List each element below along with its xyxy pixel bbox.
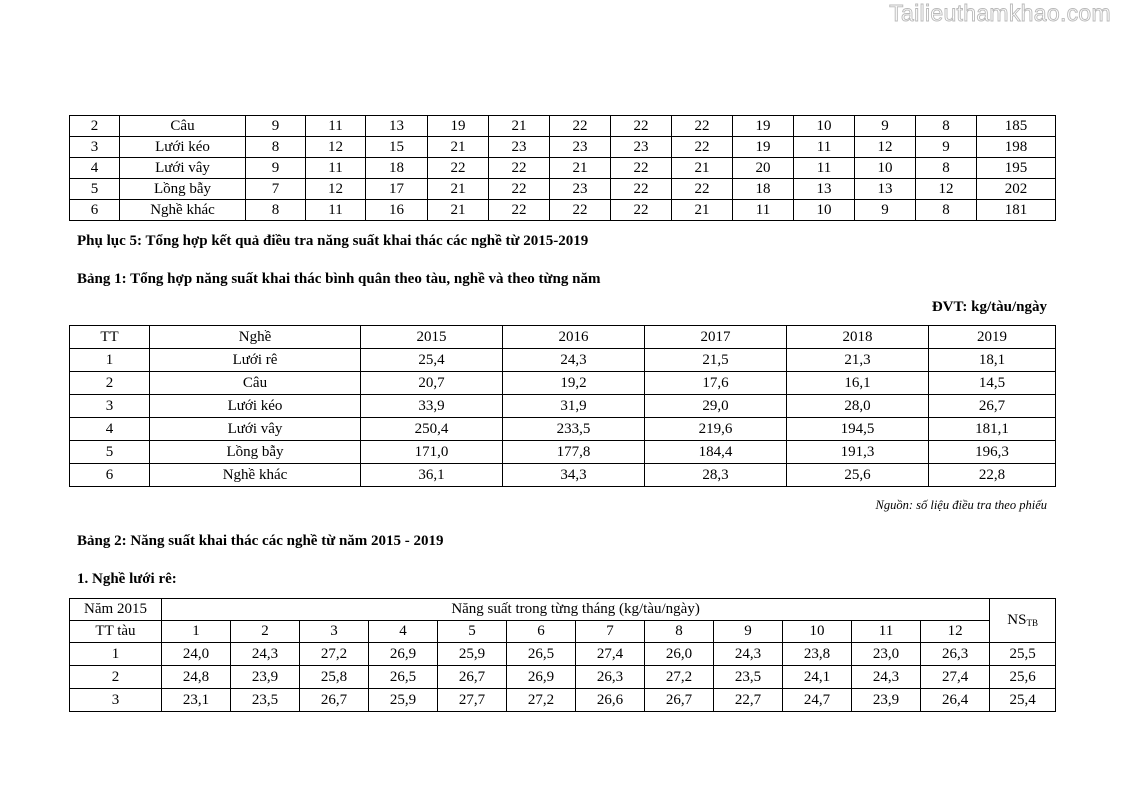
table-header-row: TT Nghề 2015 2016 2017 2018 2019 — [70, 326, 1056, 349]
table1-title: Bảng 1: Tổng hợp năng suất khai thác bình quân theo tàu, nghề và theo từng năm — [77, 271, 601, 287]
table-header-row: TT tàu 1 2 3 4 5 6 7 8 9 10 11 12 — [70, 621, 1056, 643]
table-row: 1 Lưới rê 25,4 24,3 21,5 21,3 18,1 — [70, 349, 1056, 372]
table-row: 4 Lưới vây 250,4 233,5 219,6 194,5 181,1 — [70, 418, 1056, 441]
table-row: 2 Câu 9 11 13 19 21 22 22 22 19 10 9 8 185 — [70, 116, 1056, 137]
year-cell: Năm 2015 — [70, 599, 162, 621]
table-row: 4 Lưới vây 9 11 18 22 22 21 22 21 20 11 10 8 195 — [70, 158, 1056, 179]
table-row: 3 Lưới kéo 8 12 15 21 23 23 23 22 19 11 12 9 198 — [70, 137, 1056, 158]
table-row: 5 Lồng bẫy 171,0 177,8 184,4 191,3 196,3 — [70, 441, 1056, 464]
unit-label: ĐVT: kg/tàu/ngày — [931, 299, 1047, 315]
table-header-row — [70, 599, 1056, 621]
appendix-title: Phụ lục 5: Tổng hợp kết quả điều tra năng suất khai thác các nghề từ 2015-2019 — [77, 233, 589, 249]
watermark-text: Tailieuthamkhao.com — [889, 0, 1111, 26]
table-row: 1 24,0 24,3 27,2 26,9 25,9 26,5 27,4 26,0 24,3 23,8 23,0 26,3 25,5 — [70, 643, 1056, 666]
previous-table — [69, 115, 1056, 221]
month-span-header: Năng suất trong từng tháng (kg/tàu/ngày) — [162, 599, 990, 621]
table-row: 3 Lưới kéo 33,9 31,9 29,0 28,0 26,7 — [70, 395, 1056, 418]
source-note: Nguồn: số liệu điều tra theo phiếu — [875, 498, 1047, 512]
table-row: 2 24,8 23,9 25,8 26,5 26,7 26,9 26,3 27,2 23,5 24,1 24,3 27,4 25,6 — [70, 666, 1056, 689]
table2 — [69, 598, 1056, 712]
table2-title: Bảng 2: Năng suất khai thác các nghề từ năm 2015 - 2019 — [77, 533, 444, 549]
table-row: 5 Lồng bẫy 7 12 17 21 22 23 22 22 18 13 13 12 202 — [70, 179, 1056, 200]
table-row: 6 Nghề khác 36,1 34,3 28,3 25,6 22,8 — [70, 464, 1056, 487]
table-row: 6 Nghề khác 8 11 16 21 22 22 22 21 11 10 9 8 181 — [70, 200, 1056, 221]
table-row: 3 23,1 23,5 26,7 25,9 27,7 27,2 26,6 26,7 22,7 24,7 23,9 26,4 25,4 — [70, 689, 1056, 712]
table1 — [69, 325, 1056, 487]
table-row: 2 Câu 20,7 19,2 17,6 16,1 14,5 — [70, 372, 1056, 395]
ns-tb-header: $NS_{TB}$ — [990, 599, 1056, 643]
section-title: 1. Nghề lưới rê: — [77, 571, 177, 587]
